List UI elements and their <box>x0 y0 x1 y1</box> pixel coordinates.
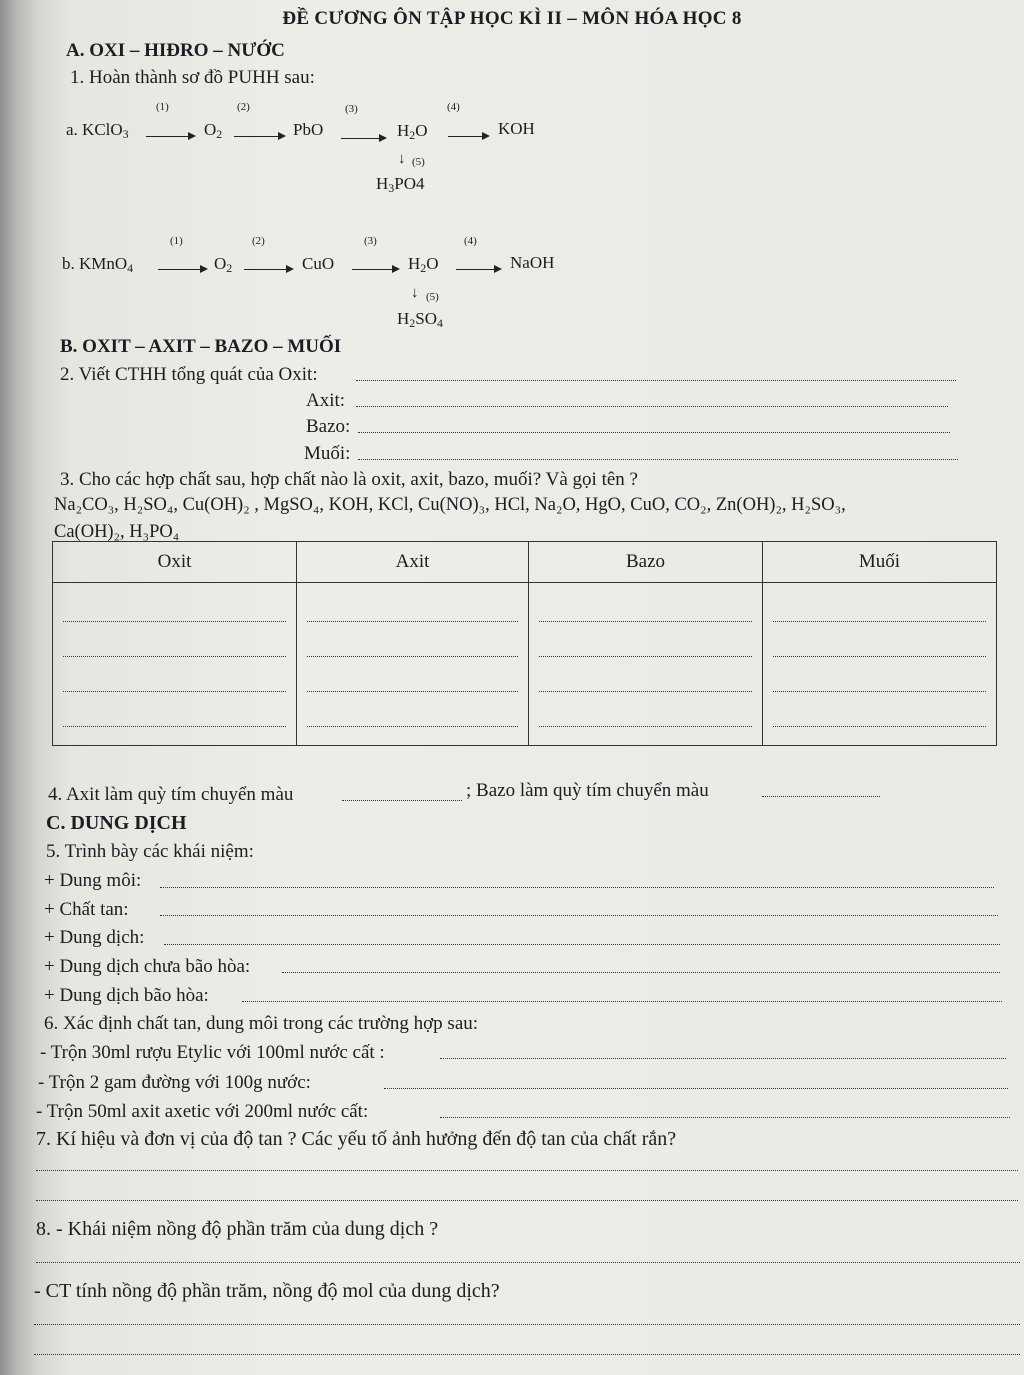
answer-line[interactable] <box>160 887 994 888</box>
table-cell-muoi[interactable] <box>763 583 997 746</box>
q5-dung-dich-label: + Dung dịch: <box>44 927 145 948</box>
arrow-icon <box>244 265 294 275</box>
chain-b-cuo: CuO <box>302 254 335 273</box>
chain-a-h3po4: $H_3PO4$ <box>376 174 425 195</box>
section-c-heading: C. DUNG DỊCH <box>46 812 187 834</box>
arrow-icon <box>146 132 196 142</box>
section-a-heading: A. OXI – HIĐRO – NƯỚC <box>66 40 285 61</box>
answer-line[interactable] <box>36 1200 1018 1201</box>
answer-line[interactable] <box>282 972 1000 973</box>
question-7: 7. Kí hiệu và đơn vị của độ tan ? Các yếu tố ảnh hưởng đến độ tan của chất rắn? <box>36 1128 677 1150</box>
arrow-icon <box>341 134 387 144</box>
answer-line[interactable] <box>34 1324 1020 1325</box>
arrow-icon <box>158 265 208 275</box>
chain-a-o2: $O_2$ <box>204 120 223 141</box>
section-b-heading: B. OXIT – AXIT – BAZO – MUỐI <box>60 336 342 357</box>
answer-line[interactable] <box>356 406 948 407</box>
down-arrow-icon: ↓ <box>398 151 406 167</box>
answer-line[interactable] <box>36 1170 1018 1171</box>
answer-line[interactable] <box>164 944 1000 945</box>
table-cell-oxit[interactable] <box>53 583 297 746</box>
answer-line[interactable] <box>242 1001 1002 1002</box>
table-header-oxit: Oxit <box>53 542 297 583</box>
answer-line[interactable] <box>356 380 956 381</box>
question-1: 1. Hoàn thành sơ đồ PUHH sau: <box>70 67 315 88</box>
chain-a-step-4: (4) <box>447 101 460 113</box>
q6-item-2: - Trộn 2 gam đường với 100g nước: <box>38 1072 311 1093</box>
chain-b-label: b. <box>62 254 79 273</box>
chain-a-step-5: (5) <box>412 156 425 168</box>
arrow-icon <box>448 132 490 142</box>
chain-b-kmno4: KMnO$_4$ <box>79 254 134 275</box>
chain-b-step-1: (1) <box>170 235 183 247</box>
table-cell-axit[interactable] <box>297 583 529 746</box>
chain-b-step-5: (5) <box>426 291 439 303</box>
q6-item-1: - Trộn 30ml rượu Etylic với 100ml nước cất : <box>40 1042 385 1063</box>
answer-line[interactable] <box>160 915 998 916</box>
question-8b: - CT tính nồng độ phần trăm, nồng độ mol của dung dịch? <box>34 1280 500 1302</box>
question-2: 2. Viết CTHH tổng quát của Oxit: <box>60 364 318 385</box>
arrow-icon <box>456 265 502 275</box>
chain-b-step-2: (2) <box>252 235 265 247</box>
table-header-axit: Axit <box>297 542 529 583</box>
question-8: 8. - Khái niệm nồng độ phần trăm của dung dịch ? <box>36 1218 439 1240</box>
q2-muoi-label: Muối: <box>304 443 351 464</box>
answer-line[interactable] <box>440 1117 1010 1118</box>
answer-line[interactable] <box>342 800 462 801</box>
question-4-part-1: 4. Axit làm quỳ tím chuyển màu <box>48 784 294 805</box>
answer-line[interactable] <box>358 432 950 433</box>
table-header-muoi: Muối <box>763 542 997 583</box>
chain-b-step-4: (4) <box>464 235 477 247</box>
chain-a-label: a. <box>66 120 83 139</box>
chain-b-naoh: NaOH <box>510 253 555 272</box>
answer-line[interactable] <box>36 1262 1020 1263</box>
chain-a-step-2: (2) <box>237 101 250 113</box>
table-header-bazo: Bazo <box>529 542 763 583</box>
page-title: ĐỀ CƯƠNG ÔN TẬP HỌC KÌ II – MÔN HÓA HỌC 8 <box>282 8 742 29</box>
q5-bao-hoa-label: + Dung dịch bão hòa: <box>44 985 209 1006</box>
chain-b-h2o: $H_2O$ <box>408 254 439 275</box>
question-5: 5. Trình bày các khái niệm: <box>46 841 254 862</box>
q5-dung-moi-label: + Dung môi: <box>44 870 142 891</box>
answer-line[interactable] <box>34 1354 1020 1355</box>
q2-bazo-label: Bazo: <box>306 416 351 437</box>
compound-list-line-1: Na₂CO₃, H₂SO₄, Cu(OH)₂ , MgSO₄, KOH, KCl, Cu(NO)₃, HCl, Na₂O, HgO, CuO, CO₂, Zn(OH)₂, H₂SO₃, <box>54 495 846 515</box>
table-cell-bazo[interactable] <box>529 583 763 746</box>
question-4-part-2: ; Bazo làm quỳ tím chuyển màu <box>466 780 709 801</box>
down-arrow-icon: ↓ <box>411 285 419 301</box>
chain-a-step-3: (3) <box>345 103 358 115</box>
chain-a-koh: KOH <box>498 119 535 138</box>
chain-b-step-3: (3) <box>364 235 377 247</box>
arrow-icon <box>234 132 286 142</box>
arrow-icon <box>352 265 400 275</box>
classification-table <box>52 541 997 746</box>
q5-chua-bao-hoa-label: + Dung dịch chưa bão hòa: <box>44 956 251 977</box>
chain-a-h2o: $H_2O$ <box>397 121 428 142</box>
answer-line[interactable] <box>358 459 958 460</box>
chain-a-step-1: (1) <box>156 101 169 113</box>
compound-list-line-2: Ca(OH)₂, H₃PO₄ <box>54 522 180 542</box>
chain-b-h2so4: $H_2SO_4$ <box>397 309 443 330</box>
question-3: 3. Cho các hợp chất sau, hợp chất nào là oxit, axit, bazo, muối? Và gọi tên ? <box>60 469 638 490</box>
chain-b-o2: $O_2$ <box>214 254 233 275</box>
q2-axit-label: Axit: <box>306 390 346 411</box>
question-6: 6. Xác định chất tan, dung môi trong các trường hợp sau: <box>44 1013 479 1034</box>
answer-line[interactable] <box>384 1088 1008 1089</box>
q6-item-3: - Trộn 50ml axit axetic với 200ml nước cất: <box>36 1101 369 1122</box>
chain-a-kclo3: KClO$_3$ <box>82 120 129 141</box>
q5-chat-tan-label: + Chất tan: <box>44 899 129 920</box>
answer-line[interactable] <box>440 1058 1006 1059</box>
answer-line[interactable] <box>762 796 880 797</box>
chain-a-pbo: PbO <box>293 120 324 139</box>
